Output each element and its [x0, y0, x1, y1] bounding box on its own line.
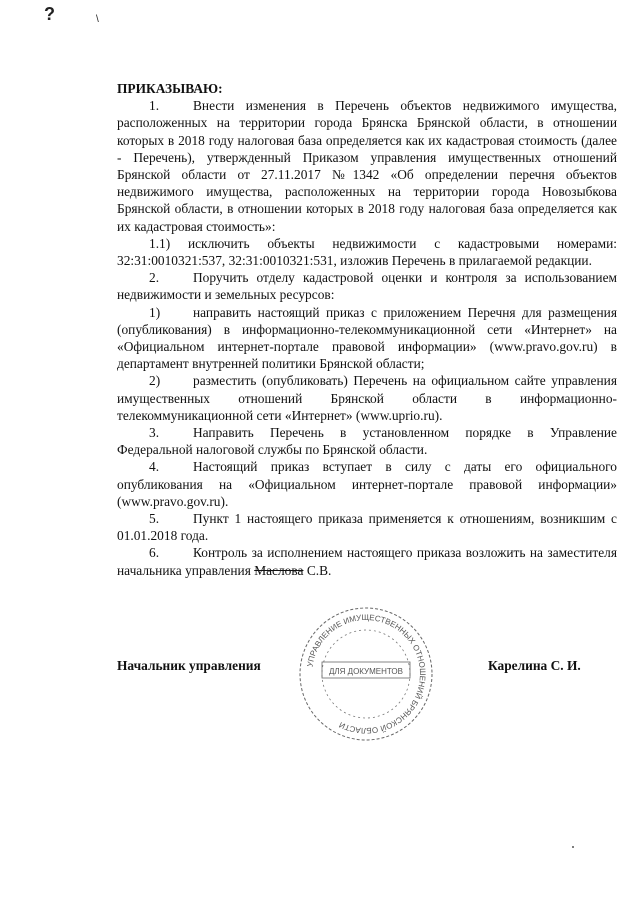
- item-text: разместить (опубликовать) Перечень на официальном сайте управления имущественных отношений Брянской области в информационно-телекоммуникационной сети «Интернет» (www.uprio.ru).: [117, 373, 617, 423]
- item-text: Поручить отделу кадастровой оценки и контроля за использованием недвижимости и земельных ресурсов:: [117, 270, 617, 303]
- item-text: 1.1) исключить объекты недвижимости с кадастровыми номерами: 32:31:0010321:537, 32:31:0010321:531, изложив Перечень в прилагаемой редакции.: [117, 235, 617, 269]
- scan-artifact-mark: ?: [44, 4, 55, 24]
- item-text: Пункт 1 настоящего приказа применяется к отношениям, возникшим с 01.01.2018 года.: [117, 511, 617, 544]
- order-heading: ПРИКАЗЫВАЮ:: [117, 81, 223, 96]
- item-5: [117, 510, 617, 544]
- stamp-center-text: ДЛЯ ДОКУМЕНТОВ: [328, 667, 404, 676]
- scan-artifact-tick: \: [96, 14, 99, 25]
- item-number: 2.: [149, 270, 160, 286]
- item-3: [117, 424, 617, 458]
- document-body: [117, 80, 617, 579]
- struck-name: Маслова: [254, 562, 304, 578]
- item-number: 4.: [149, 459, 160, 475]
- item-text: Внести изменения в Перечень объектов недвижимого имущества, расположенных на территории города Брянска Брянской области, в отношении которых в 2018 году налоговая база определяется как их кадастровая стоимость (далее - Перечень), утвержденный Приказом управления имущественных отношений Брянской области от 27.11.2017 №1342 «Об определении перечня объектов недвижимого имущества, расположенных на территории города Новозыбкова Брянской области, в отношении которых в 2018 году налоговая база определяется как их кадастровая стоимость»:: [117, 98, 617, 234]
- item-2-1: [117, 304, 617, 373]
- item-text-end: С.В.: [303, 562, 332, 578]
- official-stamp: [296, 604, 436, 744]
- item-text: направить настоящий приказ с приложением Перечня для размещения (опубликования) в информационно-телекоммуникационной сети «Интернет» на «Официальном интернет-портале правовой информации» (www.pravo.gov.ru) в департамент внутренней политики Брянской области;: [117, 304, 617, 372]
- item-2-2: [117, 372, 617, 424]
- item-number: 2): [149, 373, 161, 389]
- item-number: 1): [149, 304, 161, 320]
- item-number: 1.: [149, 98, 160, 114]
- item-number: 5.: [149, 511, 160, 527]
- stamp-seal-icon: [296, 604, 436, 744]
- item-text: Направить Перечень в установленном порядке в Управление Федеральной налоговой службы по Брянской области.: [117, 425, 617, 458]
- signatory-position: Начальник управления: [117, 658, 261, 673]
- item-2: [117, 269, 617, 303]
- item-text: Контроль за исполнением настоящего приказа возложить на заместителя начальника управления: [117, 545, 617, 578]
- item-6: [117, 544, 617, 578]
- item-text: Настоящий приказ вступает в силу с даты его официального опубликования на «Официальном интернет-портале правовой информации» (www.pravo.gov.ru).: [117, 459, 617, 509]
- item-1: [117, 97, 617, 235]
- signatory-name: Карелина С. И.: [488, 658, 581, 673]
- scan-dot: [572, 846, 574, 848]
- item-number: 3.: [149, 425, 160, 441]
- item-1-1: [117, 235, 617, 269]
- item-4: [117, 458, 617, 510]
- item-number: 6.: [149, 545, 160, 561]
- stamp-outer-text: УПРАВЛЕНИЕ ИМУЩЕСТВЕННЫХ ОТНОШЕНИЙ БРЯНСКОЙ ОБЛАСТИ: [305, 612, 428, 736]
